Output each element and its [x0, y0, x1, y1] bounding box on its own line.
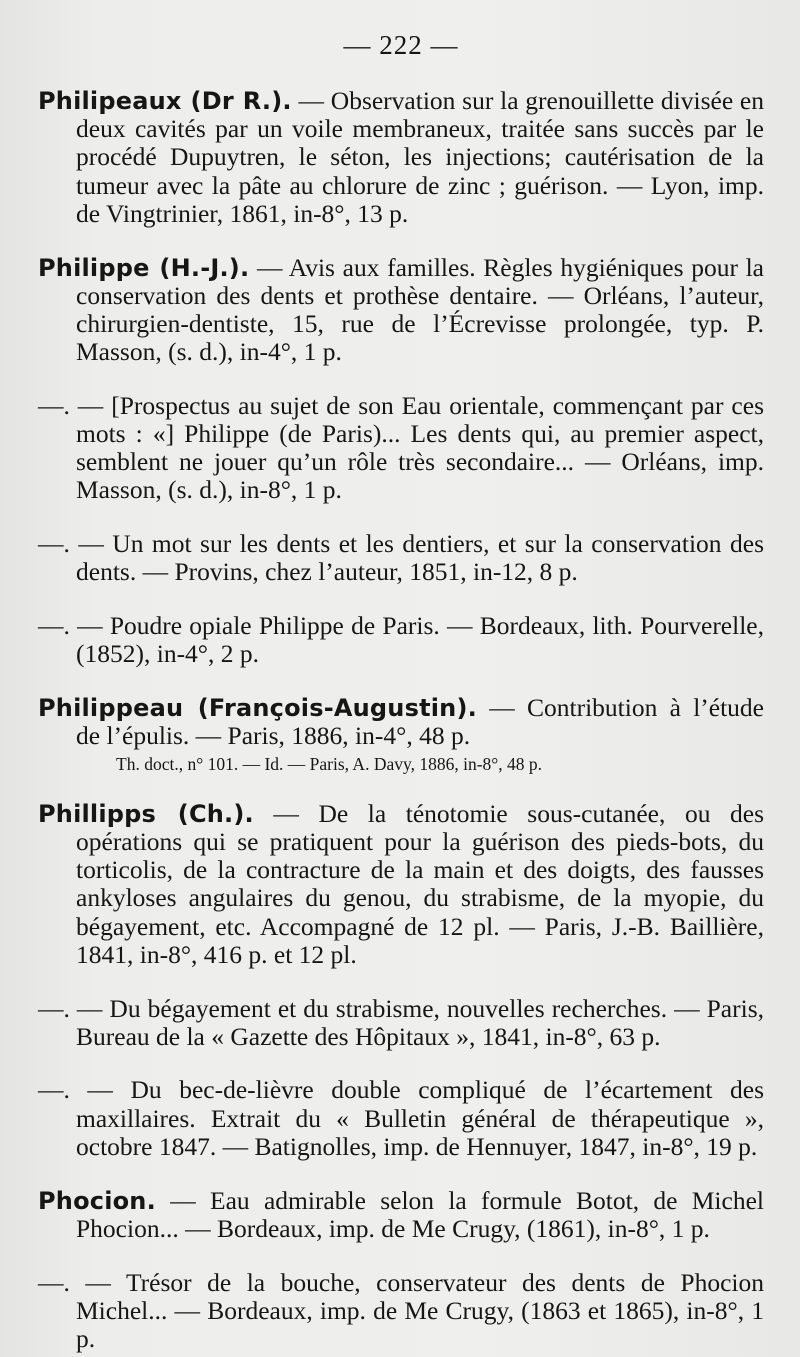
entry-philippe	[38, 254, 764, 367]
entry-phillipps-bec-de-lievre	[38, 1076, 764, 1161]
entry-philippe-mot-sur-les-dents	[38, 530, 764, 586]
entry-text: —. — Trésor de la bouche, conservateur des dents de Phocion Michel... — Bordeaux, imp. de Me Crugy, (1863 et 1865), in-8°, 1 p.	[38, 1267, 764, 1353]
entry-phillipps	[38, 800, 764, 969]
author-name: Philipeaux (Dr R.).	[38, 87, 292, 115]
author-name: Phillipps (Ch.).	[38, 799, 254, 828]
entry-text: —. — [Prospectus au sujet de son Eau orientale, commençant par ces mots : «] Philippe (de Paris)... Les dents qui, au premier aspect, semblent ne jouer qu’un rôle très secondaire... — Orléans, imp. Masson, (s. d.), in-8°, 1 p.	[38, 390, 764, 505]
author-name: Phocion.	[38, 1186, 156, 1215]
thesis-note: Th. doct., n° 101. — Id. — Paris, A. Davy, 1886, in-8°, 48 p.	[116, 754, 543, 775]
entry-text: —. — Poudre opiale Philippe de Paris. — Bordeaux, lith. Pourverelle, (1852), in-4°, 2 p.	[38, 611, 764, 669]
entry-text: — De la ténotomie sous-cutanée, ou des opérations qui se pratiquent pour la guérison des pieds-bots, du torticolis, de la contracture de la main et des doigts, des fausses ankyloses angulaires du genou, du strabisme, de la myopie, du bégayement, etc. Accompagné de 12 pl. — Paris, J.-B. Baillière, 1841, in-8°, 416 p. et 12 pl.	[76, 798, 764, 969]
entry-text: — Avis aux familles. Règles hygiéniques pour la conservation des dents et prothèse dentaire. — Orléans, l’auteur, chirurgien-dentiste, 15, rue de l’Écrevisse prolongée, typ. P. Masson, (s. d.), in-4°, 1 p.	[76, 252, 765, 367]
page-number: — 222 —	[343, 30, 459, 60]
author-name: Philippeau (François-Augustin).	[38, 693, 477, 722]
entry-phocion-tresor	[38, 1269, 764, 1354]
entry-text: — Contribution à l’étude de l’épulis. — Paris, 1886, in-4°, 48 p.	[76, 692, 764, 751]
entry-phillipps-begayement	[38, 995, 764, 1051]
entry-text: — Eau admirable selon la formule Botot, de Michel Phocion... — Bordeaux, imp. de Me Crugy, (1861), in-8°, 1 p.	[76, 1185, 764, 1243]
entry-text: —. — Un mot sur les dents et les dentiers, et sur la conservation des dents. — Provins, chez l’auteur, 1851, in-12, 8 p.	[38, 529, 764, 587]
entry-text: — Observation sur la grenouillette divisée en deux cavités par un voile membraneux, traitée sans succès par le procédé Dupuytren, le séton, les injections; cautérisation de la tumeur avec la pâte au chlorure de zinc ; guérison. — Lyon, imp. de Vingtrinier, 1861, in-8°, 13 p.	[76, 86, 764, 228]
entry-philipeaux	[38, 87, 764, 228]
entry-text: —. — Du bec-de-lièvre double compliqué de l’écartement des maxillaires. Extrait du « Bulletin général de thérapeutique », octobre 1847. — Batignolles, imp. de Hennuyer, 1847, in-8°, 19 p.	[38, 1075, 764, 1161]
entry-philippe-prospectus	[38, 392, 764, 505]
entry-phocion	[38, 1187, 764, 1243]
entry-philippeau	[38, 694, 764, 750]
entry-philippe-poudre-opiale	[38, 612, 764, 668]
entry-text: —. — Du bégayement et du strabisme, nouvelles recherches. — Paris, Bureau de la « Gazette des Hôpitaux », 1841, in-8°, 63 p.	[38, 993, 764, 1051]
author-name: Philippe (H.-J.).	[38, 253, 250, 282]
